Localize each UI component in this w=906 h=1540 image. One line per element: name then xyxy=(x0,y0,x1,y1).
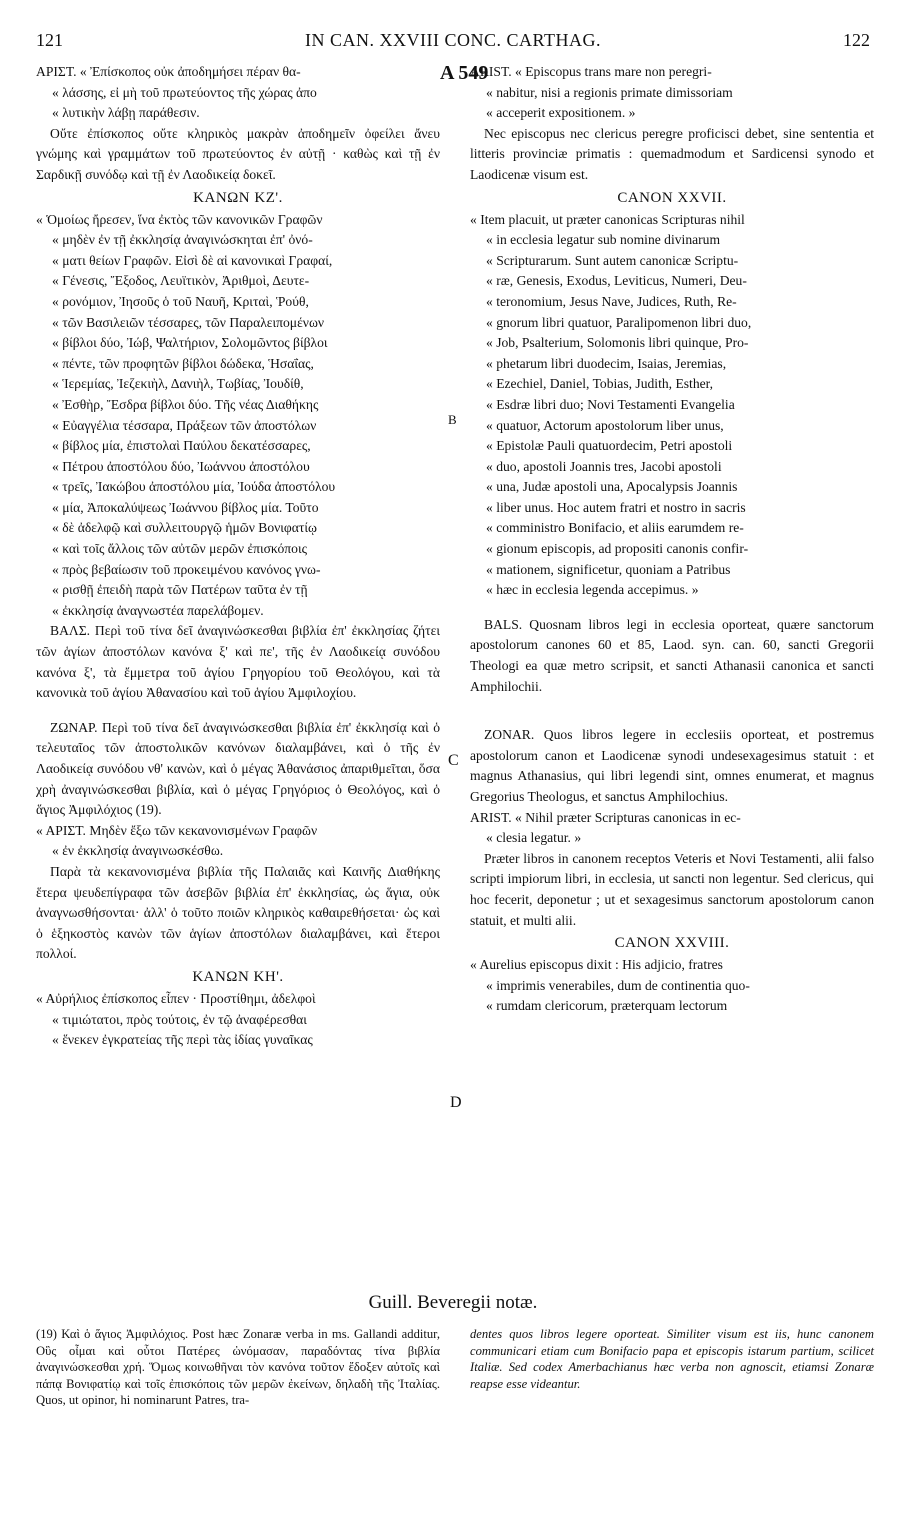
page-number-right: 122 xyxy=(843,30,870,50)
canon-heading: ΚΑΝΩΝ ΚΖ'. xyxy=(193,189,283,206)
arist-line: « ΑΡΙΣΤ. Μηδὲν ἔξω τῶν κεκανονισμένων Γραφῶν xyxy=(36,822,318,838)
canon-line: « ræ, Genesis, Exodus, Leviticus, Numeri, Deu- xyxy=(486,273,747,289)
canon-line: « τιμιώτατοι, πρὸς τούτοις, ἐν τῷ ἀναφέρεσθαι xyxy=(52,1011,307,1027)
page-header xyxy=(36,30,870,54)
canon-line: « duo, apostoli Joannis tres, Jacobi apostoli xyxy=(486,458,722,474)
canon-line: « μία, Ἀποκαλύψεως Ἰωάννου βίβλος μία. Τοῦτο xyxy=(52,499,319,515)
canon-line: « βίβλος μία, ἐπιστολαὶ Παύλου δεκατέσσαρες, xyxy=(52,438,311,454)
running-title: IN CAN. XXVIII CONC. CARTHAG. xyxy=(305,30,601,50)
canon-line: « πρὸς βεβαίωσιν τοῦ προκειμένου κανόνος γνω- xyxy=(52,561,321,577)
canon-line: « Ezechiel, Daniel, Tobias, Judith, Esther, xyxy=(486,376,714,392)
canon-line: « phetarum libri duodecim, Isaias, Jeremias, xyxy=(486,355,727,371)
canon-line: « teronomium, Jesus Nave, Judices, Ruth, Re- xyxy=(486,293,737,309)
balsamon-commentary: ΒΑΛΣ. Περὶ τοῦ τίνα δεῖ ἀναγινώσκεσθαι βιβλία ἐπ' ἐκκλησίας ζήτει τῶν ἁγίων ἀποστόλων κανόνα ξ' καὶ πε', τῆς ἐν Λαοδικείᾳ συνόδου κανόνα ξ', τὰ ἔμμετρα τοῦ ἁγίου Γρηγορίου τοῦ Θεολόγου, καὶ τὰ κανονικὰ τοῦ ἁγίου Ἀθανασίου καὶ τοῦ ἁγίου Ἀμφιλοχίου. xyxy=(36,623,440,701)
latin-column xyxy=(470,62,874,1287)
footnote-text: (19) Καὶ ὁ ἅγιος Ἀμφιλόχιος. Post hæc Zonaræ verba in ms. Gallandi additur, Οὓς οἶμαι καὶ οὗτοι Πατέρες ὠνόμασαν, παραδόντας τίνα βιβλία ἀναγινώσκεσθαι χρή. Ὅμως κοινωθῆναι τὸν κανόνα τοῦτον ἔδοξεν αὐτοῖς καὶ πάπᾳ Βονιφατίῳ καὶ τοῖς ἐπισκόποις τῶν μερῶν ἐκείνων, δηλαδὴ τῆς Ἰταλίας. Quos, ut opinor, hi nominarunt Patres, tra- xyxy=(36,1327,440,1408)
canon-line: « ματι θείων Γραφῶν. Εἰσὶ δὲ αἱ κανονικαὶ Γραφαί, xyxy=(52,252,333,268)
arist-line: « ἐν ἐκκλησίᾳ ἀναγινωσκέσθω. xyxy=(52,843,224,859)
canon-line: « ρονόμιον, Ἰησοῦς ὁ τοῦ Ναυῆ, Κριταὶ, Ῥούθ, xyxy=(52,293,309,309)
canon-line: « Πέτρου ἀποστόλου δύο, Ἰωάννου ἀποστόλου xyxy=(52,458,310,474)
canon-line: « gionum episcopis, ad propositi canonis confir- xyxy=(486,541,749,557)
canon-line: « Αὐρήλιος ἐπίσκοπος εἶπεν · Προστίθημι, ἀδελφοὶ xyxy=(36,990,316,1006)
canon-line: « ἕνεκεν ἐγκρατείας τῆς περὶ τὰς ἰδίας γυναῖκας xyxy=(52,1032,313,1048)
arist-line: « λυτικὴν λάβῃ παράθεσιν. xyxy=(52,105,200,121)
canon-line: « una, Judæ apostoli una, Apocalypsis Joannis xyxy=(486,479,738,495)
commentary-paragraph: Οὔτε ἐπίσκοπος οὔτε κληρικὸς μακρὰν ἀποδημεῖν ὀφείλει ἄνευ γνώμης καὶ γραμμάτων τοῦ πρωτεύοντος ἐν αὐτῇ · καθὼς καὶ τῇ ἐν Σαρδικῇ συνόδῳ καὶ τῇ ἐν Λαοδικείᾳ δοκεῖ. xyxy=(36,125,440,182)
canon-line: « Aurelius episcopus dixit : His adjicio, fratres xyxy=(470,957,723,973)
margin-mark-c: C xyxy=(448,752,459,769)
arist-line: ΑΡΙΣΤ. « Ἐπίσκοπος οὐκ ἀποδημήσει πέραν θα- xyxy=(36,64,301,79)
footnote-text: dentes quos libros legere oporteat. Similiter visum est iis, hunc canonem communicari etiam cum Bonifacio papa et episcopis istarum partium, scilicet Italiæ. Sed codex Amerbachianus hæc verba non agnoscit, etiamsi Zonaræ reapse esse videantur. xyxy=(470,1327,874,1391)
footnote-left xyxy=(36,1326,440,1409)
canon-line: « Job, Psalterium, Solomonis libri quinque, Pro- xyxy=(486,335,749,351)
canon-line: « Γένεσις, Ἔξοδος, Λευϊτικὸν, Ἀριθμοὶ, Δευτε- xyxy=(52,273,310,289)
canon-line: « liber unus. Hoc autem fratri et nostro in sacris xyxy=(486,499,746,515)
canon-line: « τρεῖς, Ἰακώβου ἀποστόλου μία, Ἰούδα ἀποστόλου xyxy=(52,479,336,495)
page-number-left: 121 xyxy=(36,30,63,50)
canon-line: « Εὐαγγέλια τέσσαρα, Πράξεων τῶν ἀποστόλων xyxy=(52,417,317,433)
canon-line: « Esdræ libri duo; Novi Testamenti Evangelia xyxy=(486,396,735,412)
canon-heading: CANON XXVII. xyxy=(617,189,727,206)
arist-line: « acceperit expositionem. » xyxy=(486,105,636,121)
commentary-paragraph: Præter libros in canonem receptos Veteris et Novi Testamenti, alii falso scripti impiorum libri, in ecclesia, ut sancti non legentur. Sed clericus, qui hoc fecerit, deponetur ; ut et sexagesimus sanctorum apostolorum canon statuit, et multi alii. xyxy=(470,850,874,928)
arist-line: « clesia legatur. » xyxy=(486,830,582,846)
canon-line: « ρισθῇ ἐπειδὴ παρὰ τῶν Πατέρων ταῦτα ἐν τῇ xyxy=(52,582,308,598)
arist-line: ARIST. « Nihil præter Scripturas canonicas in ec- xyxy=(470,809,741,825)
greek-column xyxy=(36,62,440,1287)
canon-line: « quatuor, Actorum apostolorum liber unus, xyxy=(486,417,724,433)
zonaras-commentary: ZONAR. Quos libros legere in ecclesiis oporteat, et postremus apostolorum canon et Laodicenæ synodi undesexagesimus statuit : et magnus Athanasius, qui libri legendi sint, omnes enumerat, et magnus Gregorius Theologus, et sanctus Amphilochius. xyxy=(470,727,874,804)
canon-line: « imprimis venerabiles, dum de continentia quo- xyxy=(486,977,750,993)
canon-line: « comministro Bonifacio, et aliis earumdem re- xyxy=(486,520,744,536)
canon-line: « Ὁμοίως ἤρεσεν, ἵνα ἐκτὸς τῶν κανονικῶν Γραφῶν xyxy=(36,211,323,227)
balsamon-commentary: BALS. Quosnam libros legi in ecclesia oporteat, quære sanctorum apostolorum canones 60 et 85, Laod. syn. can. 60, sancti Gregorii Theologi ea quæ metro scripsit, et sancti Athanasii canonica et sancti Amphilochii. xyxy=(470,616,874,694)
footnote-right xyxy=(470,1326,874,1392)
notes-title: Guill. Beveregii notæ. xyxy=(368,1292,538,1313)
canon-line: « πέντε, τῶν προφητῶν βίβλοι δώδεκα, Ἡσαΐας, xyxy=(52,355,314,371)
canon-line: « Epistolæ Pauli quatuordecim, Petri apostoli xyxy=(486,438,733,454)
commentary-paragraph: Nec episcopus nec clericus peregre proficisci debet, sine sententia et litteris provinciæ primatis : quemadmodum et Sardicensi synodo et Laodicenæ visum est. xyxy=(470,125,874,182)
canon-heading: CANON XXVIII. xyxy=(614,935,730,952)
margin-mark-b: B xyxy=(448,412,457,427)
canon-line: « Item placuit, ut præter canonicas Scripturas nihil xyxy=(470,211,745,227)
canon-heading: ΚΑΝΩΝ ΚΗ'. xyxy=(192,968,284,985)
canon-line: « rumdam clericorum, præterquam lectorum xyxy=(486,998,728,1014)
canon-line: « καὶ τοῖς ἄλλοις τῶν αὐτῶν μερῶν ἐπισκόποις xyxy=(52,541,307,557)
canon-line: « βίβλοι δύο, Ἰώβ, Ψαλτήριον, Σολομῶντος βίβλοι xyxy=(52,335,328,351)
canon-line: « gnorum libri quatuor, Paralipomenon libri duo, xyxy=(486,314,752,330)
arist-line: « nabitur, nisi a regionis primate dimissoriam xyxy=(486,84,733,100)
commentary-paragraph: Παρὰ τὰ κεκανονισμένα βιβλία τῆς Παλαιᾶς καὶ Καινῆς Διαθήκης ἕτερα ψευδεπίγραφα τῶν ἀσεβῶν βιβλία ἐπ' ἐκκλησίας, ὡς ἅγια, οὐκ ἀναγνωσθήσονται· ἀλλ' ὁ τοῦτο ποιῶν κληρικὸς καθαιρεθήσεται· ὡς καὶ ὁ ἑξηκοστὸς κανὼν τῶν ἁγίων ἀποστόλων διαλαμβάνει, καὶ ἕτεροι πολλοί. xyxy=(36,863,440,962)
canon-line: « Ἐσθὴρ, Ἔσδρα βίβλοι δύο. Τῆς νέας Διαθήκης xyxy=(52,396,319,412)
canon-line: « hæc in ecclesia legenda accepimus. » xyxy=(486,582,699,598)
margin-mark-d: D xyxy=(450,1094,462,1111)
canon-line: « ἐκκλησίᾳ ἀναγνωστέα παρελάβομεν. xyxy=(52,602,264,618)
margin-mark-a: A 549 xyxy=(440,62,489,84)
canon-line: « mationem, significetur, quoniam a Patribus xyxy=(486,561,731,577)
canon-line: « in ecclesia legatur sub nomine divinarum xyxy=(486,232,721,248)
arist-line: ARIST. « Episcopus trans mare non peregri- xyxy=(470,64,712,79)
zonaras-commentary: ΖΩΝΑΡ. Περὶ τοῦ τίνα δεῖ ἀναγινώσκεσθαι βιβλία ἐπ' ἐκκλησίᾳ καὶ ὁ τελευταῖος τῶν ἀποστολικῶν κανόνων διαλαμβάνει, καὶ ὁ τῆς ἐν Λαοδικείᾳ συνόδου νθ' κανὼν, καὶ ὁ μέγας Ἀθανάσιος ἀπαριθμεῖται, ὅσα χρὴ ἀναγινώσκεσθαι βιβλία, καὶ ὁ μέγας Γρηγόριος ὁ Θεολόγος, καὶ ὁ ἅγιος Ἀμφιλόχιος (19). xyxy=(36,719,440,818)
canon-line: « Scripturarum. Sunt autem canonicæ Scriptu- xyxy=(486,252,739,268)
canon-line: « Ἱερεμίας, Ἰεζεκιὴλ, Δανιὴλ, Τωβίας, Ἰουδίθ, xyxy=(52,376,304,392)
canon-line: « δὲ ἀδελφῷ καὶ συλλειτουργῷ ἡμῶν Βονιφατίῳ xyxy=(52,520,317,536)
canon-line: « μηδὲν ἐν τῇ ἐκκλησίᾳ ἀναγινώσκηται ἐπ' ὀνό- xyxy=(52,232,313,248)
canon-line: « τῶν Βασιλειῶν τέσσαρες, τῶν Παραλειπομένων xyxy=(52,314,325,330)
arist-line: « λάσσης, εἰ μὴ τοῦ πρωτεύοντος τῆς χώρας ἀπο xyxy=(52,84,317,100)
